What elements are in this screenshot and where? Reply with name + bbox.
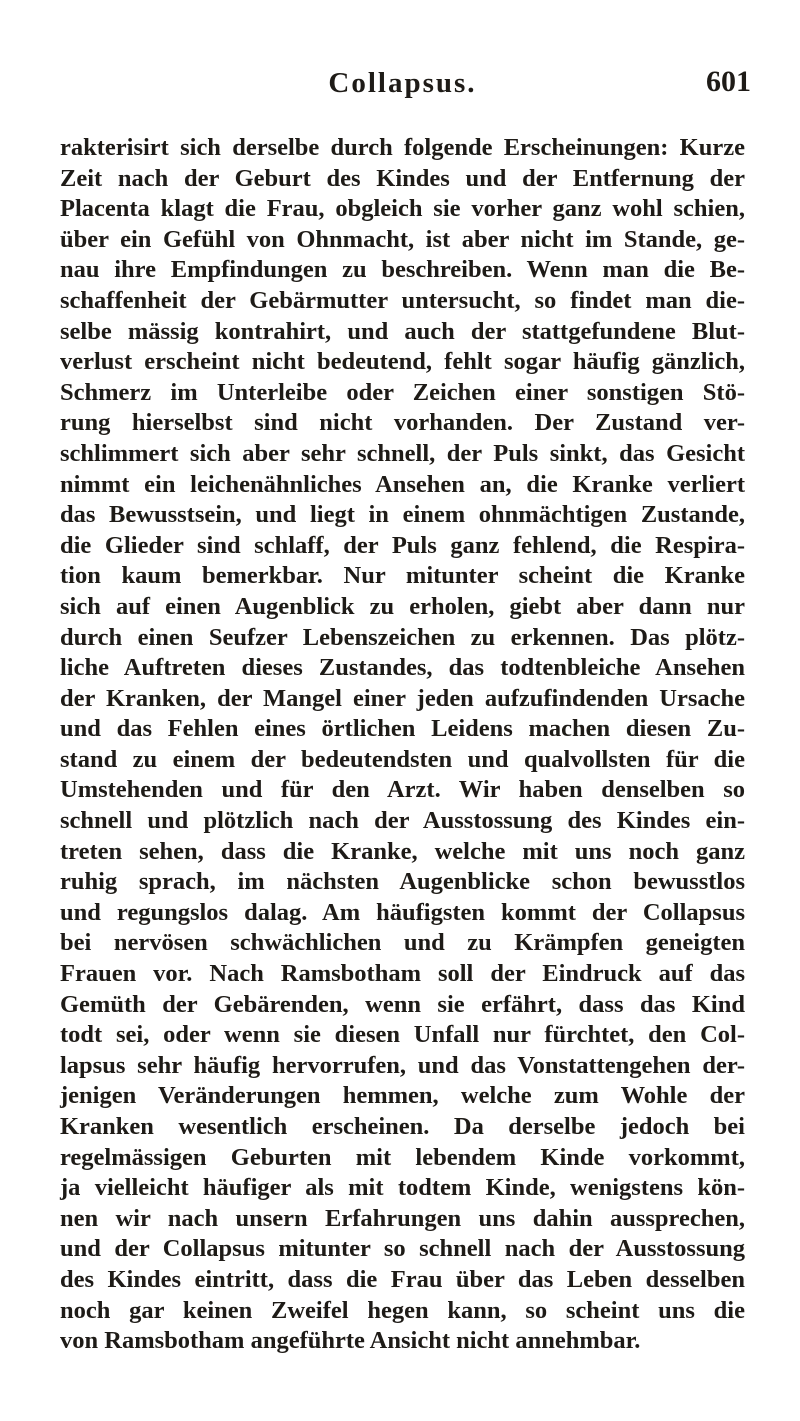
text-line: die Glieder sind schlaff, der Puls ganz fehlend, die Respira- xyxy=(60,531,745,559)
text-line: das Bewusstsein, und liegt in einem ohnmächtigen Zustande, xyxy=(60,501,745,529)
text-line: von Ramsbotham angeführte Ansicht nicht annehmbar. xyxy=(60,1327,641,1355)
text-line: treten sehen, dass die Kranke, welche mit uns noch ganz xyxy=(60,837,745,865)
text-line: schlimmert sich aber sehr schnell, der Puls sinkt, das Gesicht xyxy=(60,439,745,467)
text-line: rakterisirt sich derselbe durch folgende Erscheinungen: Kurze xyxy=(60,134,745,161)
text-line: Placenta klagt die Frau, obgleich sie vorher ganz wohl schien, xyxy=(60,195,745,223)
page-header xyxy=(60,55,751,105)
text-line: nau ihre Empfindungen zu beschreiben. Wenn man die Be- xyxy=(60,256,745,284)
text-line: Zeit nach der Geburt des Kindes und der Entfernung der xyxy=(60,164,745,192)
text-line: ruhig sprach, im nächsten Augenblicke schon bewusstlos xyxy=(60,868,745,896)
text-line: und regungslos dalag. Am häufigsten kommt der Collapsus xyxy=(60,898,745,926)
text-line: nen wir nach unsern Erfahrungen uns dahin aussprechen, xyxy=(60,1204,745,1232)
text-line: bei nervösen schwächlichen und zu Krämpfen geneigten xyxy=(60,929,745,957)
text-line: selbe mässig kontrahirt, und auch der stattgefundene Blut- xyxy=(60,317,745,345)
page-number: 601 xyxy=(706,65,751,98)
text-line: der Kranken, der Mangel einer jeden aufzufindenden Ursache xyxy=(60,684,745,712)
text-line: rung hierselbst sind nicht vorhanden. Der Zustand ver- xyxy=(60,409,745,437)
text-line: nimmt ein leichenähnliches Ansehen an, die Kranke verliert xyxy=(60,470,745,498)
running-head: Collapsus. xyxy=(328,67,477,99)
text-line: des Kindes eintritt, dass die Frau über das Leben desselben xyxy=(60,1265,745,1293)
text-line: noch gar keinen Zweifel hegen kann, so scheint uns die xyxy=(60,1296,745,1324)
text-line: stand zu einem der bedeutendsten und qualvollsten für die xyxy=(60,745,745,773)
text-line: schnell und plötzlich nach der Ausstossung des Kindes ein- xyxy=(60,807,745,835)
text-line: verlust erscheint nicht bedeutend, fehlt sogar häufig gänzlich, xyxy=(60,348,745,376)
text-line: Kranken wesentlich erscheinen. Da derselbe jedoch bei xyxy=(60,1113,745,1140)
body-text xyxy=(60,133,745,1357)
text-line: todt sei, oder wenn sie diesen Unfall nur fürchtet, den Col- xyxy=(60,1021,745,1049)
text-line: tion kaum bemerkbar. Nur mitunter scheint die Kranke xyxy=(60,562,745,590)
text-line: Schmerz im Unterleibe oder Zeichen einer sonstigen Stö- xyxy=(60,378,745,406)
text-line: und der Collapsus mitunter so schnell nach der Ausstossung xyxy=(60,1235,745,1263)
text-line: liche Auftreten dieses Zustandes, das todtenbleiche Ansehen xyxy=(60,654,745,682)
text-line: und das Fehlen eines örtlichen Leidens machen diesen Zu- xyxy=(60,715,745,743)
text-line: schaffenheit der Gebärmutter untersucht, so findet man die- xyxy=(60,286,745,314)
text-line: Gemüth der Gebärenden, wenn sie erfährt, dass das Kind xyxy=(60,990,745,1018)
text-line: durch einen Seufzer Lebenszeichen zu erkennen. Das plötz- xyxy=(60,623,745,651)
text-line: über ein Gefühl von Ohnmacht, ist aber nicht im Stande, ge- xyxy=(60,225,745,253)
text-line: lapsus sehr häufig hervorrufen, und das Vonstattengehen der- xyxy=(60,1051,745,1079)
text-line: regelmässigen Geburten mit lebendem Kinde vorkommt, xyxy=(60,1143,745,1171)
text-line: Frauen vor. Nach Ramsbotham soll der Eindruck auf das xyxy=(60,960,745,988)
text-line: Umstehenden und für den Arzt. Wir haben denselben so xyxy=(60,776,745,804)
text-line: sich auf einen Augenblick zu erholen, giebt aber dann nur xyxy=(60,592,745,620)
text-line: ja vielleicht häufiger als mit todtem Kinde, wenigstens kön- xyxy=(60,1174,745,1202)
text-line: jenigen Veränderungen hemmen, welche zum Wohle der xyxy=(60,1082,745,1110)
